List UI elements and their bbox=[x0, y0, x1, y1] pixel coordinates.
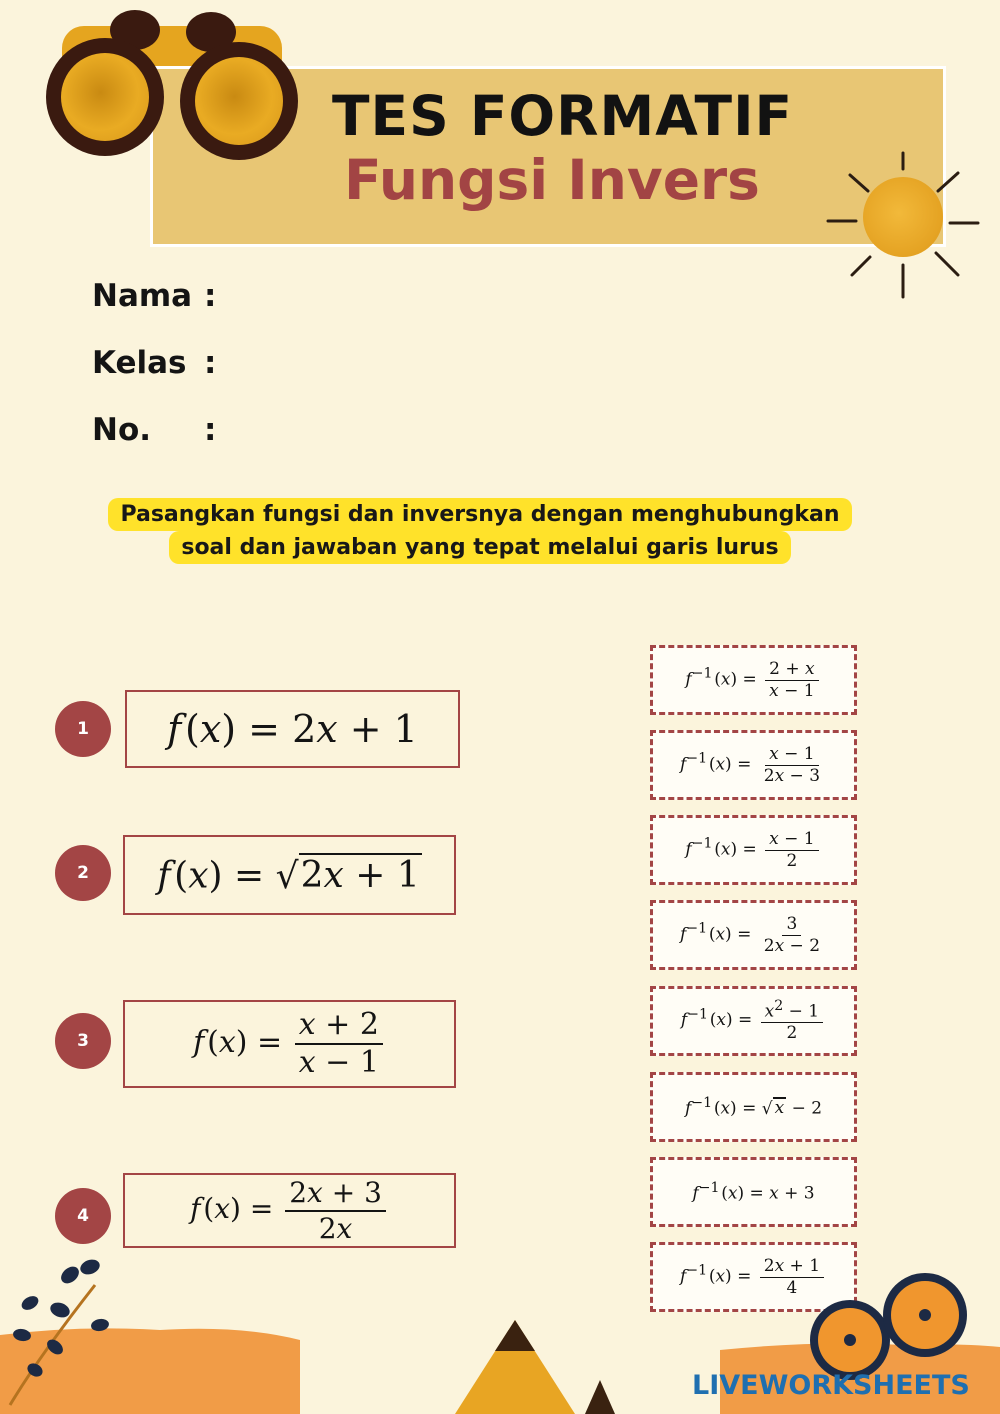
class-field bbox=[92, 345, 217, 381]
answer-card-3[interactable] bbox=[650, 815, 857, 885]
answer-expression-4: $f^{-1}$ (x) = $\frac{3}{2x - 2}$ bbox=[679, 914, 821, 956]
answer-card-1[interactable] bbox=[650, 645, 857, 715]
question-number-4: 4 bbox=[55, 1188, 111, 1244]
answer-card-5[interactable] bbox=[650, 986, 857, 1056]
answer-card-6[interactable] bbox=[650, 1072, 857, 1142]
name-field bbox=[92, 278, 217, 314]
question-expression-2: f (x) = √ 2x + 1 bbox=[157, 855, 420, 897]
question-box-1[interactable] bbox=[125, 690, 460, 768]
question-number-3: 3 bbox=[55, 1013, 111, 1069]
page-title: TES FORMATIF bbox=[332, 84, 794, 148]
liveworksheets-logo: LIVEWORKSHEETS bbox=[692, 1370, 970, 1401]
number-field bbox=[92, 412, 217, 448]
question-number-1: 1 bbox=[55, 701, 111, 757]
binoculars-lens bbox=[180, 42, 298, 160]
question-number-2: 2 bbox=[55, 845, 111, 901]
question-expression-1: f (x) = 2x + 1 bbox=[167, 707, 418, 751]
instruction-text: Pasangkan fungsi dan inversnya dengan menghubungkan soal dan jawaban yang tepat melalui garis lurus bbox=[95, 498, 865, 564]
question-expression-3: f (x) = $\frac{x + 2}{x - 1}$ bbox=[193, 1007, 386, 1081]
number-field-colon: : bbox=[204, 412, 217, 448]
answer-card-7[interactable] bbox=[650, 1157, 857, 1227]
answer-expression-2: $f^{-1}$ (x) = $\frac{x - 1}{2x - 3}$ bbox=[679, 744, 821, 786]
question-box-3[interactable] bbox=[123, 1000, 456, 1088]
page-subtitle: Fungsi Invers bbox=[344, 148, 760, 212]
class-field-label: Kelas bbox=[92, 345, 187, 381]
name-field-label: Nama bbox=[92, 278, 193, 314]
answer-expression-5: $f^{-1}$ (x) = $\frac{x^2 - 1}{2}$ bbox=[681, 998, 826, 1043]
answer-expression-8: $f^{-1}$ (x) = $\frac{2x + 1}{4}$ bbox=[680, 1256, 827, 1298]
class-field-colon: : bbox=[204, 345, 217, 381]
answer-expression-1: $f^{-1}$ (x) = $\frac{2 + x}{x - 1}$ bbox=[685, 659, 821, 701]
answer-expression-3: $f^{-1}$ (x) = $\frac{x - 1}{2}$ bbox=[685, 829, 821, 871]
answer-expression-7: $f^{-1}$ (x) = x + 3 bbox=[692, 1180, 815, 1204]
question-box-4[interactable] bbox=[123, 1173, 456, 1248]
answer-card-4[interactable] bbox=[650, 900, 857, 970]
number-field-label: No. bbox=[92, 412, 152, 448]
sun-icon bbox=[820, 145, 990, 305]
name-field-colon: : bbox=[204, 278, 217, 314]
question-box-2[interactable] bbox=[123, 835, 456, 915]
binoculars-lens bbox=[46, 38, 164, 156]
answer-card-2[interactable] bbox=[650, 730, 857, 800]
question-expression-4: f (x) = $\frac{2x + 3}{2x}$ bbox=[190, 1176, 389, 1245]
answer-expression-6: $f^{-1}$ (x) = √ x − 2 bbox=[684, 1095, 823, 1119]
